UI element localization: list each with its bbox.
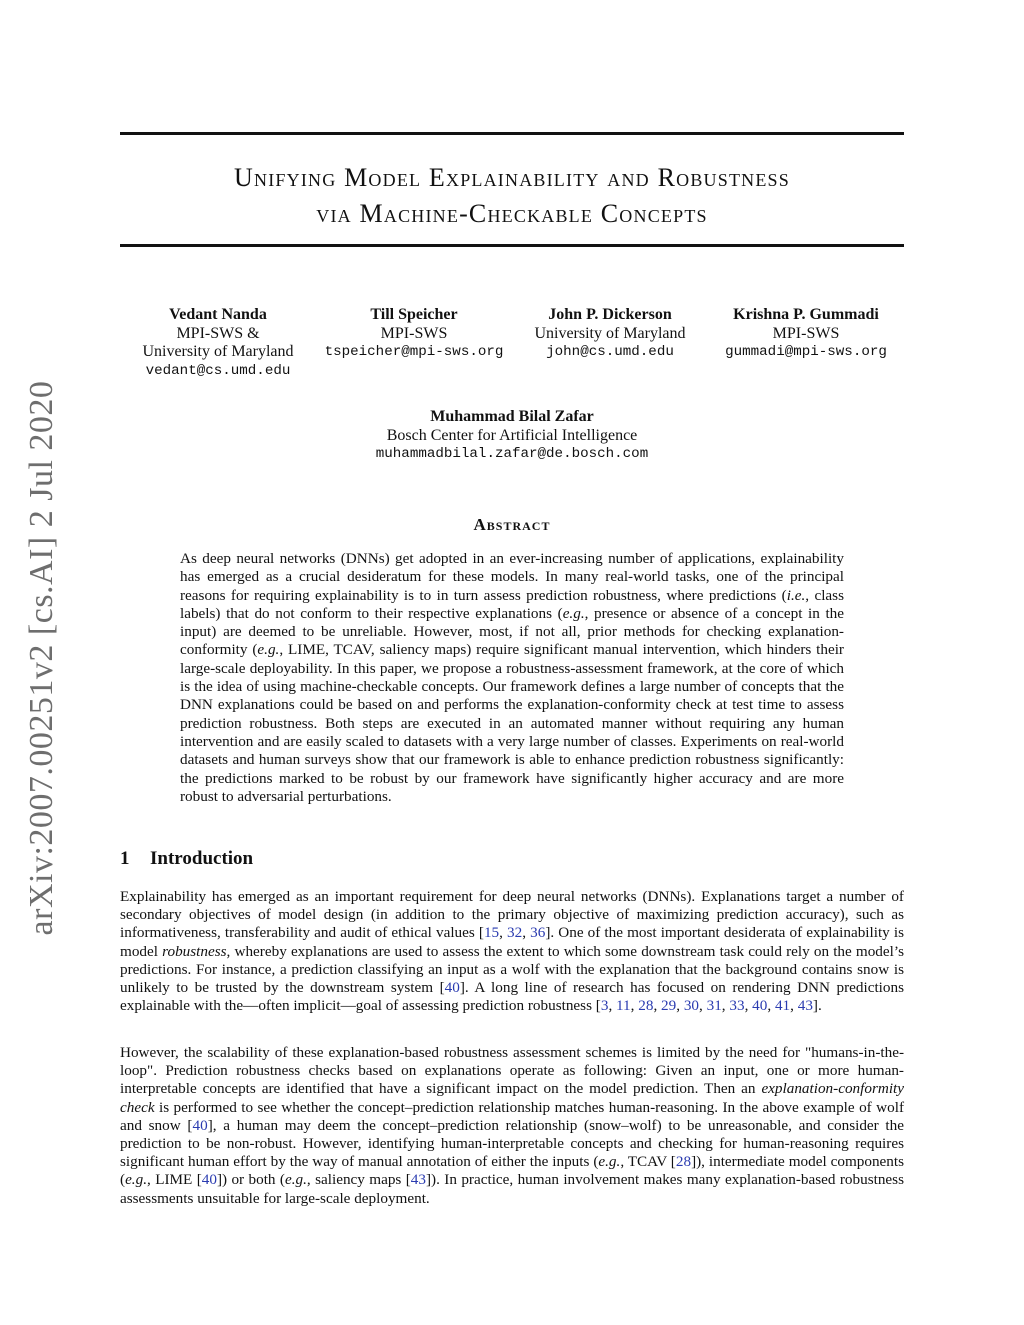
arxiv-stamp: arXiv:2007.00251v2 [cs.AI] 2 Jul 2020: [23, 380, 60, 936]
title-line-2: via Machine-Checkable Concepts: [316, 199, 708, 228]
title-bottom-rule: [120, 244, 904, 247]
intro-paragraph-2: However, the scalability of these explanation-based robustness assessment schemes is limited by the need for "humans-in-the-loop". Prediction robustness checks based on explanations operate as following: Given an input, one or more human-interpretable concepts are identified that have a significant impact on the model prediction. Then an explanation-conformity check is performed to see whether the concept–prediction relationship matches human-reasoning. In the above example of wolf and snow [40], a human may deem the concept–prediction relationship (snow–wolf) to be unreasonable, and consider the prediction to be non-robust. However, identifying human-interpretable concepts and checking for human-reasoning requires significant human effort by the way of manual annotation of either the inputs (e.g., TCAV [28]), intermediate model components (e.g., LIME [40]) or both (e.g., saliency maps [43]). In practice, human involvement makes many explanation-based robustness assessments unsuitable for large-scale deployment.: [120, 1044, 905, 1207]
intro-paragraph-1: Explainability has emerged as an important requirement for deep neural networks (DNNs). Explanations target a number of secondary objectives of model design (in addition to the primary objective of maximizing prediction accuracy), such as informativeness, transferability and audit of ethical values [15, 32, 36]. One of the most important desiderata of explainability is model robustness, whereby explanations are used to assess the extent to which some downstream task could rely on the model’s predictions. For instance, a prediction classifying an input as a wolf with the explanation that the background contains snow is unlikely to be trusted by the downstream system [40]. A long line of research has focused on rendering DNN predictions explainable with the—often implicit—goal of assessing prediction robustness [3, 11, 28, 29, 30, 31, 33, 40, 41, 43].: [120, 888, 905, 1015]
author-1: [120, 306, 316, 380]
citation-link[interactable]: 3: [600, 997, 609, 1015]
author-name: Muhammad Bilal Zafar: [430, 408, 594, 425]
section-title: Introduction: [150, 848, 254, 869]
author-name: Till Speicher: [370, 306, 458, 323]
citation-link[interactable]: 41: [774, 997, 791, 1015]
citation-link[interactable]: 40: [752, 997, 768, 1015]
author-affiliation: MPI-SWS: [380, 324, 448, 342]
author-affiliation: University of Maryland: [534, 324, 686, 342]
citation-link[interactable]: 36: [530, 924, 546, 942]
author-affiliation: MPI-SWS: [772, 324, 840, 342]
citation-link[interactable]: 29: [661, 997, 677, 1015]
author-name: Vedant Nanda: [169, 306, 267, 323]
citation-link[interactable]: 15: [483, 924, 500, 942]
author-5: [262, 408, 762, 464]
author-affiliation: University of Maryland: [142, 343, 294, 360]
citation-link[interactable]: 28: [638, 997, 654, 1015]
citation-link[interactable]: 40: [201, 1171, 217, 1189]
citation-link[interactable]: 40: [444, 979, 460, 997]
title-line-1: Unifying Model Explainability and Robustness: [234, 163, 790, 192]
section-heading: [120, 848, 253, 870]
author-2: [316, 306, 512, 362]
citation-link[interactable]: 11: [616, 997, 631, 1015]
abstract-heading: Abstract: [473, 515, 551, 534]
abstract-text: As deep neural networks (DNNs) get adopted in an ever-increasing number of applications, explainability has emerged as a crucial desideratum for these models. In many real-world tasks, one of the principal reasons for requiring explainability is to in turn assess prediction robustness, where predictions (i.e., class labels) that do not conform to their respective explanations (e.g., presence or absence of a concept in the input) are deemed to be unreliable. However, most, if not all, prior methods for checking explanation-conformity (e.g., LIME, TCAV, saliency maps) require significant manual intervention, which hinders their large-scale deployability. In this paper, we propose a robustness-assessment framework, at the core of which is the idea of using machine-checkable concepts. Our framework defines a large number of concepts that the DNN explanations could be based on and performs the explanation-conformity check at test time to assess prediction robustness. Both steps are executed in an automated manner without requiring any human intervention and are easily scaled to datasets with a very large number of classes. Experiments on real-world datasets and human surveys show that our framework is able to enhance prediction robustness significantly: the predictions marked to be robust by our framework have significantly higher accuracy and are more robust to adversarial perturbations.: [180, 550, 844, 805]
citation-link[interactable]: 28: [675, 1153, 692, 1171]
author-4: [708, 306, 904, 362]
author-email: gummadi@mpi-sws.org: [725, 344, 887, 360]
citation-link[interactable]: 31: [706, 997, 722, 1015]
author-name: Krishna P. Gummadi: [733, 306, 879, 323]
citation-link[interactable]: 30: [683, 997, 699, 1015]
author-affiliation: Bosch Center for Artificial Intelligence: [386, 426, 638, 444]
author-email: john@cs.umd.edu: [546, 344, 674, 360]
author-email: tspeicher@mpi-sws.org: [324, 344, 504, 360]
author-email: muhammadbilal.zafar@de.bosch.com: [375, 446, 649, 462]
citation-link[interactable]: 40: [192, 1116, 208, 1134]
author-3: [512, 306, 708, 362]
title-top-rule: [120, 132, 904, 135]
citation-link[interactable]: 33: [729, 997, 745, 1015]
author-name: John P. Dickerson: [548, 306, 672, 323]
section-number: 1: [120, 848, 130, 869]
author-affiliation: MPI-SWS &: [176, 324, 260, 342]
citation-link[interactable]: 43: [797, 997, 813, 1015]
author-email: vedant@cs.umd.edu: [145, 362, 291, 379]
citation-link[interactable]: 43: [410, 1171, 426, 1189]
citation-link[interactable]: 32: [507, 924, 523, 942]
paper-title: [120, 160, 904, 232]
